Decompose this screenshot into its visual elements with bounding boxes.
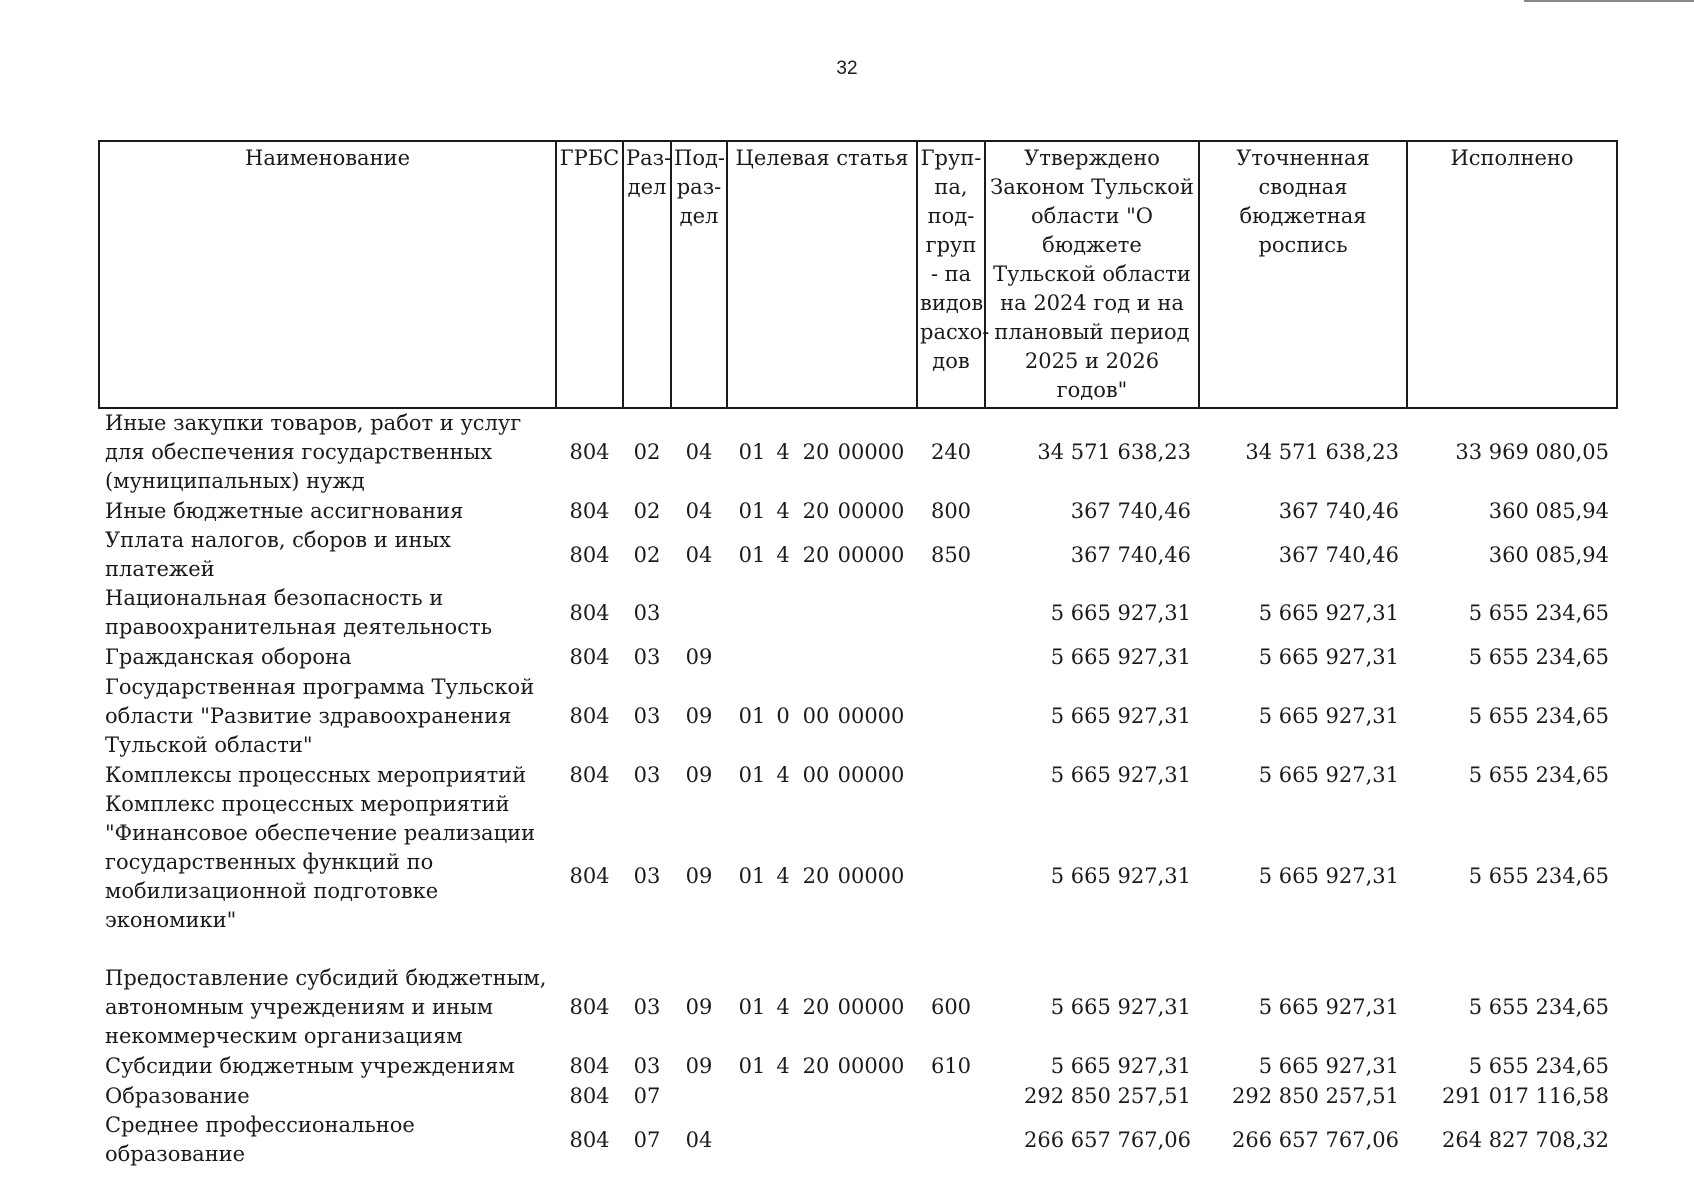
table-row: [99, 496, 1617, 526]
target-program: 01: [738, 703, 766, 728]
row-name: Комплекс процессных мероприятий "Финансовое обеспечение реализации государственных функций по мобилизационной подготовке экономики": [105, 792, 536, 932]
target-type: 4: [776, 440, 790, 464]
row-approved: 5 665 927,31: [1050, 762, 1191, 787]
target-direction: 00000: [837, 994, 905, 1019]
row-grbs: 804: [569, 703, 610, 728]
row-name: Уплата налогов, сборов и иных платежей: [105, 528, 452, 581]
target-program: 01: [738, 440, 766, 464]
row-grbs: 804: [569, 864, 610, 888]
row-razdel: 03: [633, 1053, 661, 1078]
row-target: [727, 760, 917, 790]
row-target: [727, 584, 917, 642]
row-refined: 367 740,46: [1278, 542, 1399, 567]
row-refined: 5 665 927,31: [1258, 703, 1399, 728]
header-approved: Утверждено Законом Тульской области "О бюджете Тульской области на 2024 год и на плановый период 2025 и 2026 годов": [985, 141, 1199, 408]
row-executed: 360 085,94: [1488, 542, 1609, 567]
row-razdel: 02: [633, 542, 661, 567]
row-approved: 266 657 767,06: [1024, 1127, 1191, 1152]
row-podrazdel: 09: [685, 864, 713, 888]
row-razdel: 03: [633, 762, 661, 787]
table-row: [99, 584, 1617, 642]
row-grbs: 804: [569, 542, 610, 567]
target-direction: 00000: [837, 762, 905, 787]
row-executed: 5 655 234,65: [1468, 994, 1609, 1019]
row-grbs: 804: [569, 1083, 610, 1108]
header-razdel: Раз- дел: [623, 141, 671, 408]
row-target: [727, 526, 917, 584]
row-approved: 5 665 927,31: [1050, 644, 1191, 669]
target-type: 4: [776, 1053, 790, 1078]
target-type: 4: [776, 542, 790, 567]
row-approved: 367 740,46: [1070, 542, 1191, 567]
row-podrazdel: 09: [685, 703, 713, 728]
target-direction: 00000: [837, 498, 905, 523]
row-grbs: 804: [569, 994, 610, 1019]
row-name: Комплексы процессных мероприятий: [105, 762, 527, 787]
row-podrazdel: 09: [685, 1053, 713, 1078]
row-executed: 5 655 234,65: [1468, 864, 1609, 888]
target-type: 4: [776, 762, 790, 787]
row-refined: 5 665 927,31: [1258, 1053, 1399, 1078]
table-row: [99, 1111, 1617, 1169]
row-group: 600: [930, 994, 972, 1019]
row-refined: 292 850 257,51: [1232, 1083, 1399, 1108]
row-executed: 264 827 708,32: [1442, 1127, 1609, 1152]
target-complex: 00: [802, 762, 830, 787]
header-name: Наименование: [99, 141, 556, 408]
header-group: Груп- па, под- груп - па видов расхо- дов: [917, 141, 985, 408]
target-type: 4: [776, 994, 790, 1019]
row-grbs: 804: [569, 644, 610, 669]
scan-edge-line: [1524, 0, 1694, 2]
row-name: Гражданская оборона: [105, 644, 352, 669]
row-approved: 5 665 927,31: [1050, 864, 1191, 888]
table-body: [99, 408, 1617, 1169]
row-target: [727, 1051, 917, 1081]
row-group: [917, 1081, 985, 1111]
row-podrazdel: [671, 1081, 727, 1111]
row-target: [727, 790, 917, 963]
row-executed: 5 655 234,65: [1468, 600, 1609, 625]
row-podrazdel: 09: [685, 644, 713, 669]
target-complex: 20: [802, 542, 830, 567]
table-row: [99, 1051, 1617, 1081]
row-razdel: 03: [633, 864, 661, 888]
row-refined: 5 665 927,31: [1258, 864, 1399, 888]
row-razdel: 07: [633, 1083, 661, 1108]
row-name: Среднее профессиональное образование: [105, 1113, 415, 1166]
target-type: 4: [776, 864, 790, 888]
header-executed: Исполнено: [1407, 141, 1617, 408]
row-name: Субсидии бюджетным учреждениям: [105, 1053, 515, 1078]
row-group: [917, 672, 985, 760]
row-podrazdel: 04: [685, 1127, 713, 1152]
target-direction: 00000: [837, 1053, 905, 1078]
row-target: [727, 963, 917, 1051]
row-razdel: 02: [633, 440, 661, 464]
row-executed: 5 655 234,65: [1468, 1053, 1609, 1078]
row-target: [727, 1081, 917, 1111]
row-group: [917, 642, 985, 672]
row-approved: 5 665 927,31: [1050, 703, 1191, 728]
row-target: [727, 672, 917, 760]
table-row: [99, 642, 1617, 672]
target-direction: 00000: [837, 542, 905, 567]
row-group: [917, 584, 985, 642]
row-podrazdel: 09: [685, 994, 713, 1019]
row-podrazdel: 09: [685, 762, 713, 787]
row-approved: 5 665 927,31: [1050, 1053, 1191, 1078]
header-podrazdel: Под- раз- дел: [671, 141, 727, 408]
target-program: 01: [738, 762, 766, 787]
row-target: [727, 408, 917, 496]
row-refined: 5 665 927,31: [1258, 762, 1399, 787]
row-podrazdel: 04: [685, 498, 713, 523]
row-target: [727, 642, 917, 672]
row-group: 610: [930, 1053, 972, 1078]
row-razdel: 03: [633, 994, 661, 1019]
page-number: 32: [836, 58, 858, 79]
table-row: [99, 526, 1617, 584]
row-refined: 5 665 927,31: [1258, 994, 1399, 1019]
header-refined: Уточненная сводная бюджетная роспись: [1199, 141, 1407, 408]
row-name: Образование: [105, 1083, 250, 1108]
row-group: 240: [930, 440, 972, 464]
row-refined: 5 665 927,31: [1258, 644, 1399, 669]
row-name: Национальная безопасность и правоохранительная деятельность: [105, 586, 493, 639]
target-program: 01: [738, 864, 766, 888]
target-direction: 00000: [837, 703, 905, 728]
row-refined: 34 571 638,23: [1245, 440, 1399, 464]
target-type: 0: [776, 703, 790, 728]
target-program: 01: [738, 994, 766, 1019]
row-grbs: 804: [569, 498, 610, 523]
row-target: [727, 1111, 917, 1169]
header-target: Целевая статья: [727, 141, 917, 408]
target-program: 01: [738, 1053, 766, 1078]
row-approved: 5 665 927,31: [1050, 600, 1191, 625]
row-grbs: 804: [569, 440, 610, 464]
row-name: Предоставление субсидий бюджетным, автономным учреждениям и иным некоммерческим организациям: [105, 965, 547, 1048]
row-approved: 292 850 257,51: [1024, 1083, 1191, 1108]
row-podrazdel: 04: [685, 440, 713, 464]
row-executed: 5 655 234,65: [1468, 703, 1609, 728]
row-approved: 367 740,46: [1070, 498, 1191, 523]
row-razdel: 07: [633, 1127, 661, 1152]
row-group: [917, 790, 985, 963]
table-row: [99, 963, 1617, 1051]
row-approved: 5 665 927,31: [1050, 994, 1191, 1019]
row-executed: 5 655 234,65: [1468, 644, 1609, 669]
row-grbs: 804: [569, 600, 610, 625]
target-complex: 20: [802, 864, 830, 888]
row-razdel: 02: [633, 498, 661, 523]
budget-table: [98, 140, 1618, 1169]
row-executed: 33 969 080,05: [1455, 440, 1609, 464]
row-group: [917, 1111, 985, 1169]
target-complex: 20: [802, 440, 830, 464]
row-grbs: 804: [569, 1127, 610, 1152]
row-podrazdel: [671, 584, 727, 642]
row-podrazdel: 04: [685, 542, 713, 567]
row-grbs: 804: [569, 762, 610, 787]
row-grbs: 804: [569, 1053, 610, 1078]
target-direction: 00000: [837, 864, 905, 888]
table-row: [99, 408, 1617, 496]
row-executed: 5 655 234,65: [1468, 762, 1609, 787]
table-row: [99, 760, 1617, 790]
table-row: [99, 672, 1617, 760]
row-target: [727, 496, 917, 526]
row-refined: 266 657 767,06: [1232, 1127, 1399, 1152]
row-name: Государственная программа Тульской области "Развитие здравоохранения Тульской области": [105, 674, 535, 757]
row-refined: 367 740,46: [1278, 498, 1399, 523]
target-complex: 20: [802, 994, 830, 1019]
row-razdel: 03: [633, 703, 661, 728]
target-complex: 00: [802, 703, 830, 728]
row-group: 800: [930, 498, 972, 523]
row-group: 850: [930, 542, 972, 567]
target-complex: 20: [802, 1053, 830, 1078]
row-razdel: 03: [633, 600, 661, 625]
target-program: 01: [738, 542, 766, 567]
row-executed: 291 017 116,58: [1442, 1083, 1609, 1108]
target-program: 01: [738, 498, 766, 523]
target-direction: 00000: [837, 440, 905, 464]
row-refined: 5 665 927,31: [1258, 600, 1399, 625]
row-executed: 360 085,94: [1488, 498, 1609, 523]
row-approved: 34 571 638,23: [1037, 440, 1191, 464]
row-name: Иные закупки товаров, работ и услуг для обеспечения государственных (муниципальных) нужд: [105, 411, 522, 493]
table-row: [99, 790, 1617, 963]
row-name: Иные бюджетные ассигнования: [105, 498, 464, 523]
table-header: [99, 141, 1617, 408]
header-grbs: ГРБС: [556, 141, 623, 408]
target-type: 4: [776, 498, 790, 523]
target-complex: 20: [802, 498, 830, 523]
row-razdel: 03: [633, 644, 661, 669]
row-group: [917, 760, 985, 790]
table-row: [99, 1081, 1617, 1111]
